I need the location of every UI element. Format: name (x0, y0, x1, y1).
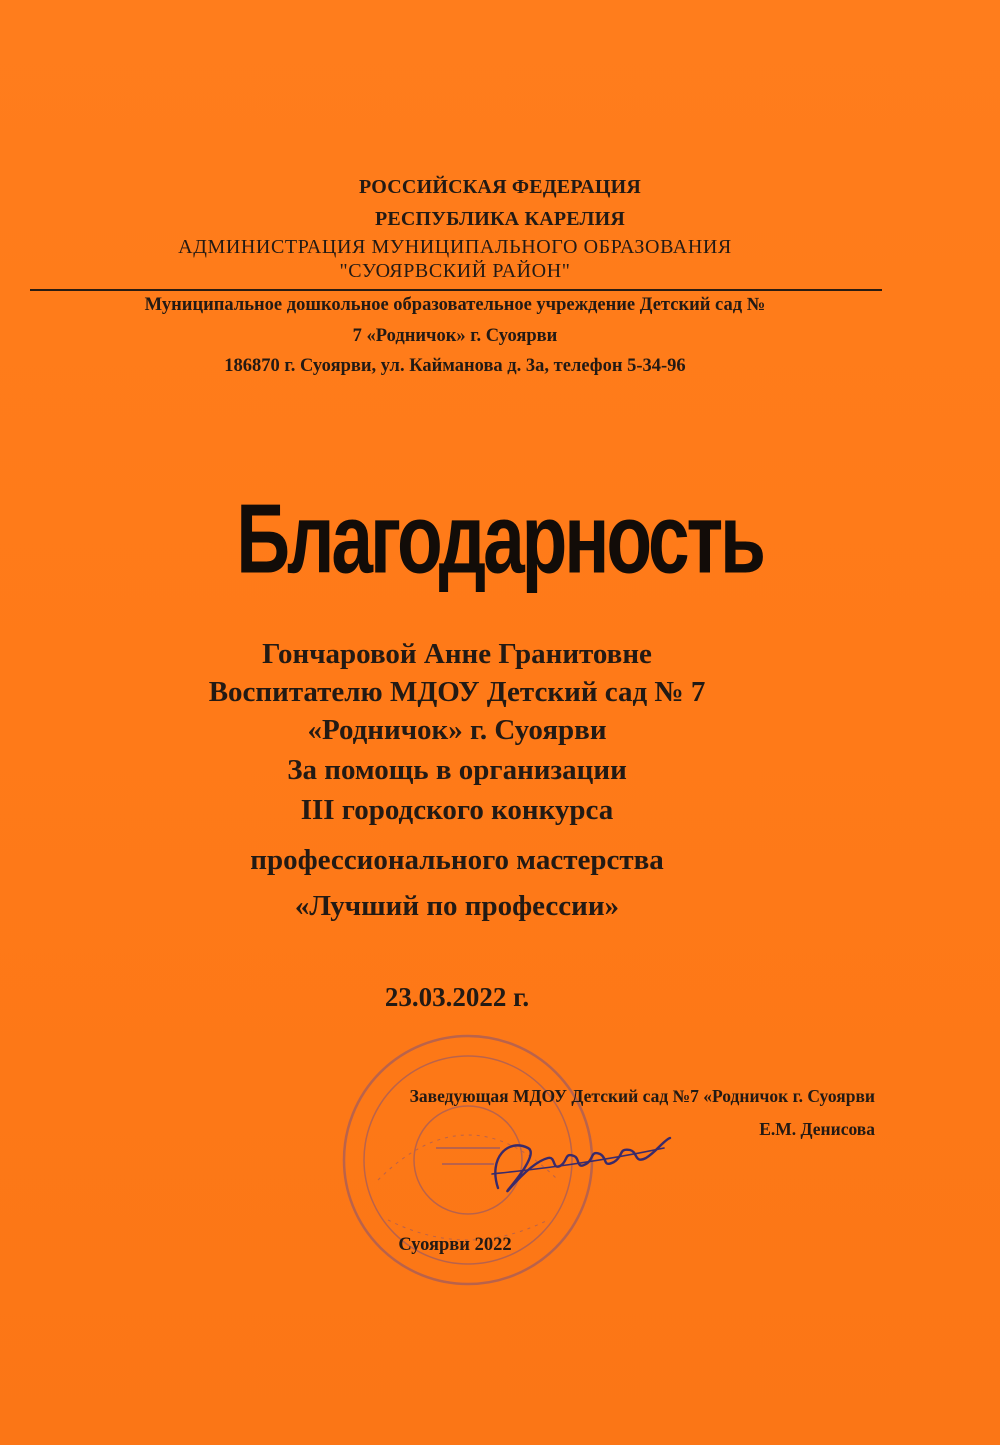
signatory-position: Заведующая МДОУ Детский сад №7 «Родничок г. Суоярви (409, 1086, 875, 1106)
recipient-position: Воспитателю МДОУ Детский сад № 7 (208, 676, 706, 708)
organization-line-2: 7 «Родничок» г. Суоярви (352, 326, 558, 346)
signatory-name: Е.М. Денисова (759, 1119, 875, 1139)
organization-line-1: Муниципальное дошкольное образовательное учреждение Детский сад № (144, 295, 766, 315)
award-date: 23.03.2022 г. (384, 982, 530, 1012)
header-administration: АДМИНИСТРАЦИЯ МУНИЦИПАЛЬНОГО ОБРАЗОВАНИЯ (178, 236, 732, 258)
certificate-title-text: Благодарность (236, 484, 764, 595)
reason-line-4: «Лучший по профессии» (294, 890, 620, 922)
reason-line-2: III городского конкурса (300, 794, 614, 826)
handwritten-signature (468, 1118, 688, 1208)
header-country: РОССИЙСКАЯ ФЕДЕРАЦИЯ (358, 176, 641, 198)
recipient-name: Гончаровой Анне Гранитовне (262, 638, 652, 670)
city-year: Суоярви 2022 (398, 1235, 512, 1255)
certificate-title (0, 470, 1000, 610)
recipient-institution: «Родничок» г. Суоярви (307, 714, 607, 746)
reason-line-1: За помощь в организации (287, 754, 627, 786)
organization-address: 186870 г. Суоярви, ул. Кайманова д. 3а, телефон 5-34-96 (224, 356, 686, 376)
header-district: "СУОЯРВСКИЙ РАЙОН" (339, 260, 571, 282)
header-republic: РЕСПУБЛИКА КАРЕЛИЯ (374, 208, 626, 230)
reason-line-3: профессионального мастерства (250, 844, 664, 876)
header-divider (30, 289, 882, 291)
